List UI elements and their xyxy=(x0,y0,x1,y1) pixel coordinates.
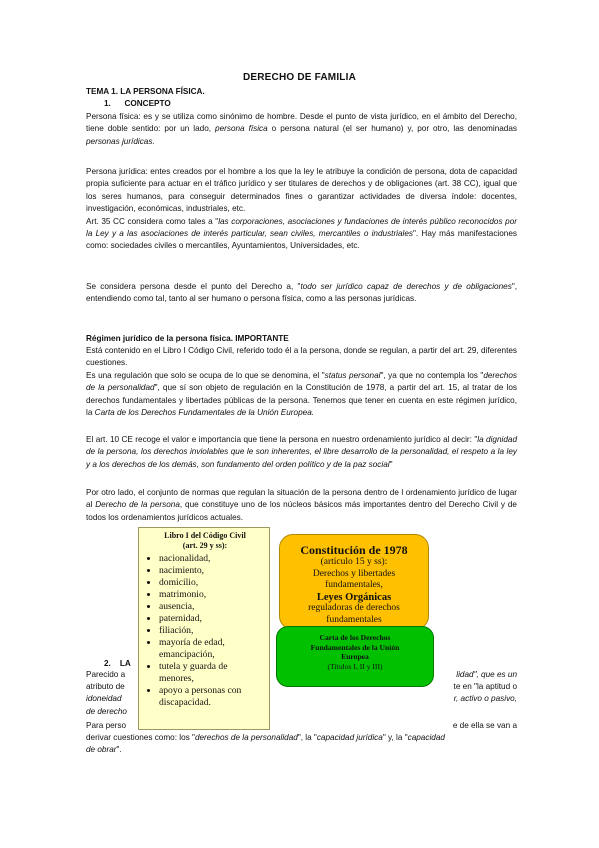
text-italic: idoneidad xyxy=(86,694,122,703)
bottom-fragment xyxy=(437,669,517,681)
text: Persona física: es y se utiliza como sinónimo de hombre. Desde el punto de vista jurídico, en el ámbito del Derecho, tiene doble sentido: por un lado, xyxy=(86,112,517,134)
list-item: • paternidad, xyxy=(159,613,263,625)
paragraph-concepto-persona xyxy=(86,281,517,306)
text-italic: de obrar xyxy=(86,745,117,754)
text: ". xyxy=(116,745,122,754)
text-italic: lidad", que es un xyxy=(456,670,517,679)
text-italic: persona física xyxy=(215,124,268,134)
text: El art. 10 CE recoge el valor e importancia que tiene la persona en nuestro ordenamiento jurídico al decir: " xyxy=(86,435,478,444)
text-italic: r, activo o pasivo, xyxy=(453,694,517,703)
text: te en "la aptitud o xyxy=(453,682,517,691)
tema-heading: TEMA 1. LA PERSONA FÍSICA. xyxy=(86,87,205,96)
paragraph-art-10-ce xyxy=(86,434,517,471)
text-italic: personas jurídicas. xyxy=(86,136,155,146)
bottom-fragment: Parecido a xyxy=(86,670,126,679)
bottom-fragment: e de ella se van a xyxy=(452,721,517,730)
bottom-fragment xyxy=(432,681,517,693)
constitucion-line: Leyes Orgánicas xyxy=(316,591,392,603)
carta-line: (Títulos I, II y III) xyxy=(327,661,383,671)
section-2-heading: 2. LA xyxy=(104,659,131,668)
text: Por otro lado, el conjunto de normas que regulan la situación de la persona dentro de l ordenamiento jurídico de lugar al xyxy=(86,488,517,510)
bottom-fragment xyxy=(86,706,136,718)
list-item: • matrimonio, xyxy=(159,589,263,601)
text-italic: de derecho xyxy=(86,707,127,716)
paragraph-derivar xyxy=(86,732,517,744)
text-italic: status personal xyxy=(324,371,381,380)
text: Art. 35 CC considera como tales a " xyxy=(86,216,219,226)
text: ", la " xyxy=(297,733,317,742)
document-title: DERECHO DE FAMILIA xyxy=(242,72,357,83)
text: ". Hay más manifestaciones como: sociedades civiles o mercantiles, Ayuntamientos, Universidades, etc. xyxy=(86,229,518,251)
list-item: • nacimiento, xyxy=(159,565,263,577)
text: ", ya que no contempla los " xyxy=(380,371,484,380)
carta-box xyxy=(276,626,434,687)
bottom-fragment: atributo de xyxy=(86,682,125,691)
bottom-fragment: Para perso xyxy=(86,721,127,730)
text: , que constituye uno de los núcleos básicos más importantes dentro del Derecho Civil y de todos los ordenamientos jurídicos actuales. xyxy=(86,500,517,522)
constitucion-title: Constitución de 1978 xyxy=(300,543,408,557)
bottom-fragment xyxy=(437,693,517,705)
regimen-heading: Régimen jurídico de la persona física. IMPORTANTE xyxy=(86,334,289,343)
text-italic: todo ser jurídico capaz de derechos y de obligaciones xyxy=(300,282,512,291)
list-item: • nacionalidad, xyxy=(159,553,263,565)
text: derivar cuestiones como: los " xyxy=(86,733,195,742)
libro-title: Libro I del Código Civil xyxy=(164,531,246,540)
text-italic: derechos de la personalidad xyxy=(194,733,298,742)
text-italic: Carta de los Derechos Fundamentales de la Unión Europea. xyxy=(94,408,315,418)
text: Persona jurídica: entes creados por el hombre a los que la ley le atribuye la condición de persona, dota de capacidad propia suficiente para actuar en el tráfico jurídico y ser titulares de derechos y de obligaciones (art. 38 CC), igual que los seres humanos, para conseguir determinados fines o garantizar actividades de diversa índole: docentes, investigación, económicas, industriales, etc. xyxy=(86,167,517,214)
text-italic: derechos de la personalidad xyxy=(86,371,517,393)
text-italic: capacidad xyxy=(407,733,445,742)
text: ", que sí son objeto de regulación en la Constitución de 1978, a partir del art. 15, al tratar de los derechos fundamentales y libertades públicas de la persona. Tenemos que tener en cuenta en este régimen jurídico, la xyxy=(86,383,517,418)
text: ", entendiendo como tal, tanto al ser humano o persona física, como a las personas jurídicas. xyxy=(86,282,517,304)
paragraph-status-personal xyxy=(86,370,517,420)
concepto-heading: 1. CONCEPTO xyxy=(104,99,171,108)
constitucion-line: fundamentales xyxy=(326,614,382,625)
carta-line: Carta de los Derechos xyxy=(319,633,391,642)
list-item: • apoyo a personas con discapacidad. xyxy=(159,685,263,709)
list-item: • tutela y guarda de menores, xyxy=(159,661,263,685)
list-item: • filiación, xyxy=(159,625,263,637)
text: Es una regulación que solo se ocupa de lo que se denomina, el " xyxy=(86,371,325,380)
libro-subtitle: (art. 29 y ss): xyxy=(182,541,228,550)
text-italic: las corporaciones, asociaciones y fundaciones de interés público reconocidos por la Ley y a las asociaciones de interés particular, sean civiles, mercantiles o industriales xyxy=(86,216,517,239)
libro-civil-box xyxy=(138,527,270,730)
carta-line: Fundamentales de la Unión xyxy=(310,642,400,652)
text-italic: capacidad jurídica xyxy=(316,733,383,742)
text: " y, la " xyxy=(382,733,408,742)
constitucion-sub: (artículo 15 y ss): xyxy=(320,557,388,567)
list-item: • ausencia, xyxy=(159,601,263,613)
carta-line: Europea xyxy=(341,652,369,661)
bottom-fragment xyxy=(86,693,136,705)
paragraph-derivar-end xyxy=(86,744,517,756)
paragraph-persona-juridica xyxy=(86,166,517,253)
paragraph-derecho-persona xyxy=(86,487,517,524)
constitucion-line: reguladoras de derechos xyxy=(308,603,400,613)
paragraph-persona-fisica xyxy=(86,111,517,148)
text-italic: la dignidad de la persona, los derechos inviolables que le son inherentes, el libre desarrollo de la personalidad, el respeto a la ley y a los derechos de los demás, son fundamento del orden político y de la paz social xyxy=(86,435,518,469)
list-item: • domicilio, xyxy=(159,577,263,589)
constitucion-line: Derechos y libertades xyxy=(312,568,396,579)
libro-list xyxy=(147,553,263,709)
text: Se considera persona desde el punto del Derecho a, " xyxy=(86,282,301,291)
text: o persona natural (el ser humano) y, por otro, las denominadas xyxy=(267,124,517,134)
constitucion-box xyxy=(279,534,429,630)
text: " xyxy=(389,459,393,469)
paragraph-libro-i: Está contenido en el Libro I Código Civil, referido todo él a la persona, donde se regulan, a partir del art. 29, diferentes cuestiones. xyxy=(86,346,517,368)
constitucion-line: fundamentales, xyxy=(325,580,383,590)
text-italic: Derecho de la persona xyxy=(95,500,180,510)
list-item: • mayoría de edad, emancipación, xyxy=(159,637,263,661)
